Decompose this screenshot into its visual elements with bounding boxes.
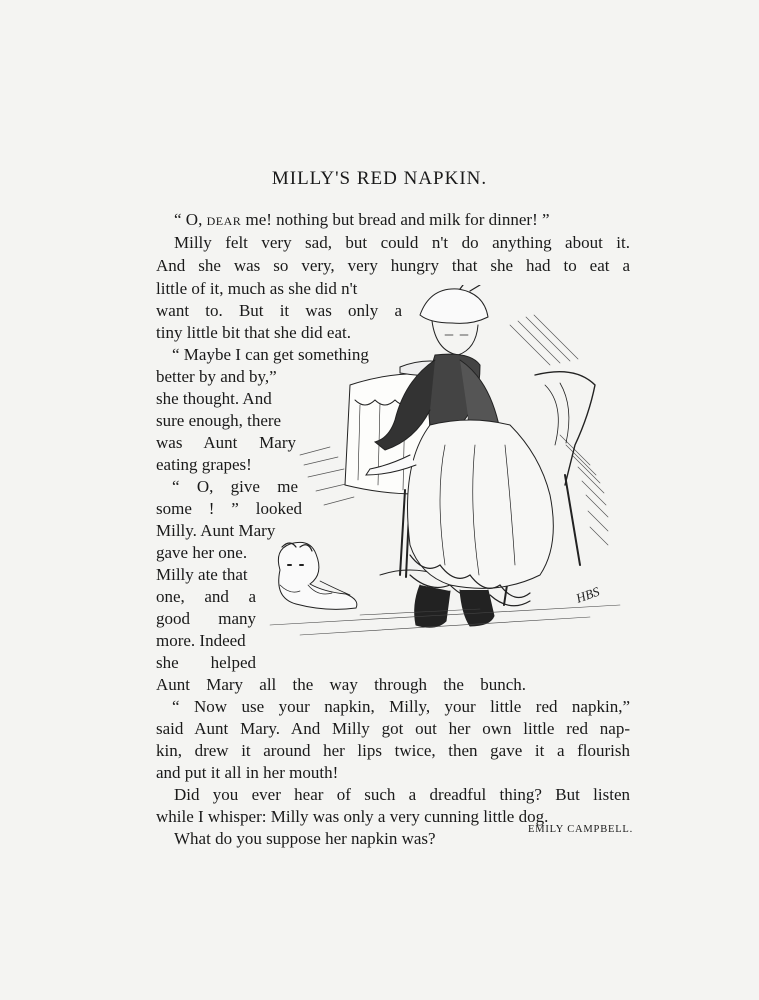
text-line: she helped	[156, 653, 256, 672]
text-line: better by and by,”	[156, 367, 277, 386]
text-line: Milly ate that	[156, 565, 248, 584]
small-dog	[278, 542, 357, 609]
author-signature: EMILY CAMPBELL.	[528, 824, 634, 835]
text-line: Milly. Aunt Mary	[156, 521, 276, 540]
text-line: gave her one.	[156, 543, 248, 562]
text-line: she thought. And	[156, 389, 272, 408]
text-line: eating grapes!	[156, 455, 252, 474]
text-line: tiny little bit that she did eat.	[156, 323, 351, 342]
first-line	[174, 209, 624, 232]
text-line: Did you ever hear of such a dreadful thing? But listen	[174, 785, 630, 804]
first-line-open: “ O,	[174, 210, 207, 229]
text-line: good many	[156, 609, 256, 628]
illustration-woman-and-dog	[260, 285, 630, 645]
first-line-smallcaps: DEAR	[206, 214, 242, 228]
first-line-rest: me! nothing but bread and milk for dinner! ”	[241, 210, 550, 229]
text-line: Milly felt very sad, but could n't do anything about it.	[174, 233, 630, 252]
text-line: was Aunt Mary	[156, 433, 296, 452]
text-line: “ Maybe I can get something	[172, 345, 369, 364]
text-line: want to. But it was only a	[156, 301, 402, 320]
text-line: some ! ” looked	[156, 499, 302, 518]
text-line: “ Now use your napkin, Milly, your little red napkin,”	[172, 697, 630, 716]
text-line: more. Indeed	[156, 631, 246, 650]
text-line: while I whisper: Milly was only a very cunning little dog.	[156, 807, 549, 826]
text-line: Aunt Mary all the way through the bunch.	[156, 675, 526, 694]
text-line: said Aunt Mary. And Milly got out her own little red nap-	[156, 719, 630, 738]
text-line: one, and a	[156, 587, 256, 606]
text-line: and put it all in her mouth!	[156, 763, 339, 782]
illustrator-monogram: HBS	[573, 583, 602, 606]
text-line: kin, drew it around her lips twice, then gave it a flourish	[156, 741, 630, 760]
text-line: And she was so very, very hungry that she had to eat a	[156, 256, 630, 275]
text-line: “ O, give me	[172, 477, 298, 496]
text-line: little of it, much as she did n't	[156, 279, 358, 298]
text-line: sure enough, there	[156, 411, 282, 430]
story-title: MILLY'S RED NAPKIN.	[271, 168, 488, 189]
text-line: What do you suppose her napkin was?	[174, 829, 436, 848]
